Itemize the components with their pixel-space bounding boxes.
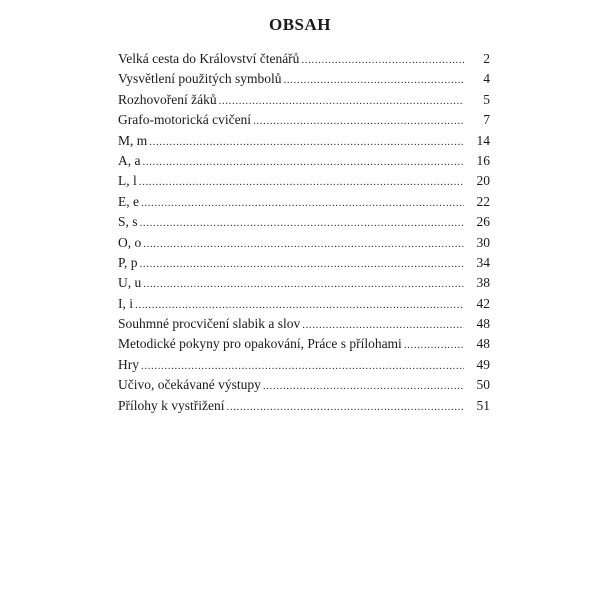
toc-entry-page: 48 bbox=[476, 316, 490, 332]
toc-entry-page: 4 bbox=[483, 71, 490, 87]
toc-entry-page: 42 bbox=[476, 295, 490, 311]
toc-entry-label: Souhmné procvičení slabik a slov bbox=[118, 316, 301, 332]
toc-entry bbox=[118, 253, 490, 273]
toc-entry-page: 14 bbox=[476, 132, 490, 148]
toc-leader-dots bbox=[143, 274, 464, 294]
toc-entry-label: Vysvětlení použitých symbolů bbox=[118, 71, 282, 87]
page-title: OBSAH bbox=[268, 15, 332, 34]
toc-entry-label: Přílohy k vystřižení bbox=[118, 397, 225, 413]
toc-entry bbox=[118, 49, 490, 69]
toc-entry-page: 7 bbox=[483, 112, 490, 128]
toc-entry-label: M, m bbox=[118, 132, 148, 148]
toc-leader-dots bbox=[302, 315, 464, 335]
toc-entry-page: 48 bbox=[476, 336, 490, 352]
toc-leader-dots bbox=[143, 152, 465, 172]
toc-entry-label: Grafo-motorická cvičení bbox=[118, 112, 252, 128]
toc-entry-page: 16 bbox=[476, 152, 490, 168]
table-of-contents bbox=[118, 49, 490, 416]
toc-entry-label: Rozhovoření žáků bbox=[118, 91, 217, 107]
toc-leader-dots bbox=[149, 132, 464, 152]
toc-leader-dots bbox=[283, 70, 464, 90]
toc-entry-page: 2 bbox=[483, 51, 490, 66]
toc-entry bbox=[118, 212, 490, 232]
toc-entry-label: Metodické pokyny pro opakování, Práce s přílohami bbox=[118, 336, 402, 352]
toc-leader-dots bbox=[140, 213, 464, 233]
toc-leader-dots bbox=[227, 397, 465, 417]
toc-leader-dots bbox=[140, 254, 464, 274]
toc-entry-page: 49 bbox=[476, 356, 490, 372]
toc-entry-label: S, s bbox=[118, 214, 138, 230]
toc-entry bbox=[118, 90, 490, 110]
toc-entry-page: 30 bbox=[476, 234, 490, 250]
toc-entry-page: 20 bbox=[476, 173, 490, 189]
toc-entry bbox=[118, 233, 490, 253]
toc-entry bbox=[118, 151, 490, 171]
toc-entry-label: Učivo, očekávané výstupy bbox=[118, 377, 261, 393]
toc-entry bbox=[118, 192, 490, 212]
toc-leader-dots bbox=[141, 356, 464, 376]
toc-entry-page: 51 bbox=[476, 397, 490, 413]
toc-leader-dots bbox=[143, 234, 464, 254]
toc-entry bbox=[118, 314, 490, 334]
toc-entry-page: 22 bbox=[476, 193, 490, 209]
toc-leader-dots bbox=[301, 50, 464, 70]
toc-leader-dots bbox=[219, 91, 464, 111]
toc-entry-label: U, u bbox=[118, 275, 142, 291]
toc-entry bbox=[118, 110, 490, 130]
toc-entry bbox=[118, 355, 490, 375]
toc-leader-dots bbox=[263, 376, 464, 396]
toc-entry bbox=[118, 131, 490, 151]
toc-entry-label: O, o bbox=[118, 234, 142, 250]
toc-entry-page: 5 bbox=[483, 91, 490, 107]
toc-entry-label: Velká cesta do Království čtenářů bbox=[118, 51, 300, 66]
toc-entry bbox=[118, 273, 490, 293]
toc-leader-dots bbox=[253, 111, 464, 131]
toc-leader-dots bbox=[135, 295, 464, 315]
toc-leader-dots bbox=[139, 172, 464, 192]
toc-entry bbox=[118, 171, 490, 191]
toc-entry-label: P, p bbox=[118, 254, 138, 270]
toc-entry bbox=[118, 69, 490, 89]
toc-entry bbox=[118, 294, 490, 314]
toc-entry bbox=[118, 375, 490, 395]
toc-entry bbox=[118, 396, 490, 416]
toc-entry-page: 50 bbox=[476, 377, 490, 393]
toc-entry-page: 34 bbox=[476, 254, 490, 270]
toc-entry-page: 38 bbox=[476, 275, 490, 291]
toc-entry-label: E, e bbox=[118, 193, 139, 209]
toc-entry-page: 26 bbox=[476, 214, 490, 230]
toc-entry-label: Hry bbox=[118, 356, 139, 372]
toc-leader-dots bbox=[141, 193, 464, 213]
toc-entry bbox=[118, 334, 490, 354]
toc-entry-label: I, i bbox=[118, 295, 133, 311]
toc-entry-label: L, l bbox=[118, 173, 137, 189]
toc-leader-dots bbox=[404, 335, 464, 355]
toc-entry-label: A, a bbox=[118, 152, 141, 168]
